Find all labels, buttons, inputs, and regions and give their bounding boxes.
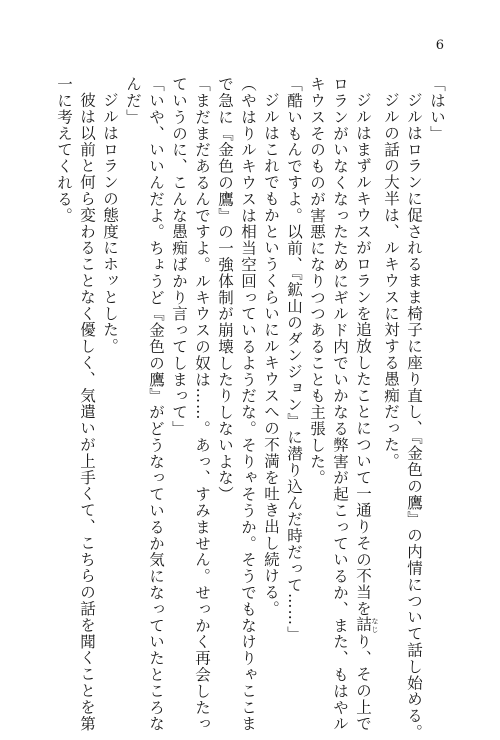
text-line-4-after: り、その上で: [354, 632, 372, 732]
text-line-1: 「はい」: [428, 76, 446, 142]
ruby-base: 詰: [354, 616, 372, 633]
ruby-reading: なじ: [371, 616, 379, 633]
vertical-text-body: [52, 76, 448, 740]
text-line-13: 「いや、いいんだよ。ちょうど『金色の鷹』がどうなっているか気になっていたところな: [147, 76, 165, 732]
text-line-11: 「まだまだあるんですよ。ルキウスの奴は……。あっ、すみません。せっかく再会したっ: [193, 76, 211, 732]
text-line-12: ていうのに、こんな愚痴ばかり言ってしまって」: [170, 76, 188, 437]
text-line-6: キウスそのものが害悪になりつつあることも主張した。: [308, 76, 326, 486]
text-line-2: ジルはロランに促されるまま椅子に座り直し、『金色の鷹』の内情について話し始める。: [405, 91, 423, 740]
text-line-10: で急に『金色の鷹』の一強体制が崩壊したりしないよな）: [216, 76, 234, 503]
text-line-17: 一に考えてくれる。: [55, 76, 73, 224]
text-line-4-before: ジルはまずルキウスがロランを追放したことについて一通りその不当を: [354, 91, 372, 617]
text-line-7: 「酷いもんですよ。以前、『鉱山のダンジョン』に潜り込んだ時だって……」: [285, 76, 303, 643]
text-line-3: ジルの話の大半は、ルキウスに対する愚痴だった。: [382, 91, 400, 469]
text-line-5: ロランがいなくなったためにギルド内でいかなる弊害が起こっているか、また、もはやル: [331, 76, 349, 732]
text-line-16: 彼は以前と何ら変わることなく優しく、気遣いが上手くて、こちらの話を聞くことを第: [78, 91, 96, 732]
ruby-nazi: [354, 616, 379, 633]
page-number: 6: [435, 38, 444, 53]
text-line-8: ジルはこれでもかというくらいにルキウスへの不満を吐き出し続ける。: [262, 91, 280, 617]
text-line-14: んだ」: [124, 76, 142, 126]
text-line-4: [351, 76, 379, 732]
text-line-15: ジルはロランの態度にホッとした。: [101, 91, 119, 354]
text-line-9: （やはりルキウスは相当空回っているようだな。そりゃそうか。そうでもなけりゃここま: [239, 76, 257, 732]
